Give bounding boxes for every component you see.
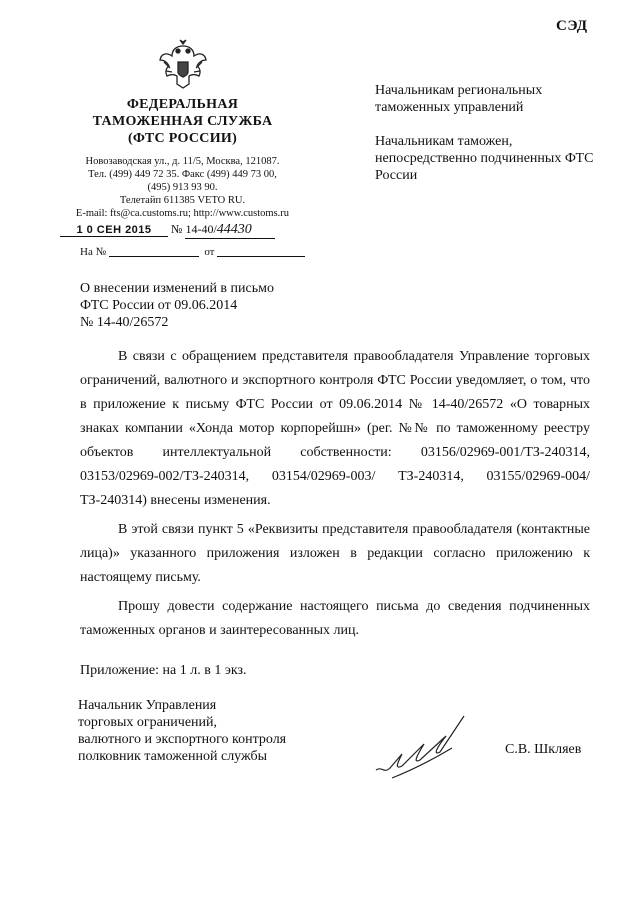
registration-number-handwritten: 44430 <box>216 222 252 237</box>
addressee-1: Начальникам региональных таможенных управлений <box>375 83 543 115</box>
org-name-line2: ТАМОЖЕННАЯ СЛУЖБА <box>92 114 273 129</box>
paragraph-1: В связи с обращением представителя правообладателя Управление торговых ограничений, валютного и экспортного контроля ФТС России уведомляет, о том, что в приложение к письму ФТС России от 09.06.2014 № 14-40/26572 «О товарных знаках компании «Хонда мотор корпорейшн» (рег. №№ по таможенному реестру объектов интеллектуальной собственности: 03156/02969-001/ТЗ-240314, 03153/02969-002/ТЗ-240314, 03154/02969-003/ ТЗ-240314, 03155/02969-004/ТЗ-240314) внесены изменения. <box>80 349 590 508</box>
paragraph-3: Прошу довести содержание настоящего письма до сведения подчиненных таможенных органов и заинтересованных лиц. <box>80 599 590 638</box>
registration-line <box>60 222 310 239</box>
sender-phone2: (495) 913 93 90. <box>147 182 218 193</box>
subject-line-1: О внесении изменений в письмо <box>80 281 274 296</box>
signer-title-line3: валютного и экспортного контроля <box>78 732 287 747</box>
signer-title-line4: полковник таможенной службы <box>78 749 268 764</box>
reference-date-blank <box>217 246 305 257</box>
attachment-note: Приложение: на 1 л. в 1 экз. <box>80 663 247 678</box>
signer-title-line2: торговых ограничений, <box>78 715 218 730</box>
reference-number-label: На № <box>80 246 107 258</box>
org-name-line1: ФЕДЕРАЛЬНАЯ <box>126 97 239 112</box>
letter-body <box>80 345 590 648</box>
addressees <box>375 82 605 201</box>
sender-address: Новозаводская ул., д. 11/5, Москва, 121087. <box>85 156 280 167</box>
number-label: № <box>171 222 183 236</box>
reference-from-label: от <box>204 246 215 258</box>
reference-number-blank <box>109 246 199 257</box>
sender-organization <box>60 96 305 147</box>
sender-teletype: Телетайп 611385 VETO RU. <box>119 195 246 206</box>
signer-title-line1: Начальник Управления <box>78 698 217 713</box>
letter-subject <box>80 280 340 331</box>
subject-line-2: ФТС России от 09.06.2014 <box>80 298 238 313</box>
coat-of-arms-icon <box>158 38 208 90</box>
document-mark: СЭД <box>556 18 588 34</box>
org-name-line3: (ФТС РОССИИ) <box>127 131 238 146</box>
registration-number <box>185 222 275 239</box>
registration-date-stamp: 1 0 СЕН 2015 <box>60 224 168 237</box>
reference-line <box>80 246 310 258</box>
paragraph-2: В этой связи пункт 5 «Реквизиты представителя правообладателя (контактные лица)» указанного приложения изложен в редакции согласно приложению к настоящему письму. <box>80 522 590 585</box>
sender-email-web: E-mail: fts@ca.customs.ru; http://www.customs.ru <box>75 208 290 219</box>
sender-phone-fax: Тел. (499) 449 72 35. Факс (499) 449 73 00, <box>88 169 277 180</box>
signer-title <box>78 697 286 765</box>
sender-contacts <box>60 155 305 220</box>
signer-name: С.В. Шкляев <box>505 742 582 757</box>
registration-number-printed: 14-40/ <box>185 222 217 236</box>
addressee-2: Начальникам таможен, непосредственно подчиненных ФТС России <box>375 134 594 183</box>
handwritten-signature <box>372 708 472 783</box>
subject-line-3: № 14-40/26572 <box>80 315 169 330</box>
